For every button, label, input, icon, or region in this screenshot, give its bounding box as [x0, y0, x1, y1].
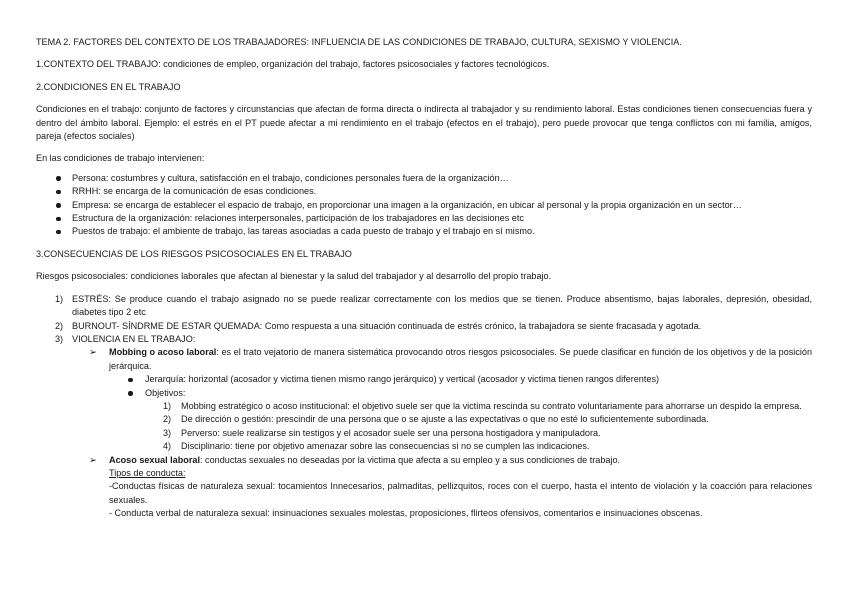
item-number: 3) — [55, 333, 64, 344]
item-text: VIOLENCIA EN EL TRABAJO: — [72, 333, 196, 344]
list-item: Puestos de trabajo: el ambiente de trabajo, las tareas asociadas a cada puesto de trabajo y el trabajo en sí mismo. — [36, 225, 812, 238]
item-number: 3) — [163, 427, 172, 438]
item-number: 4) — [163, 441, 172, 452]
item-text: BURNOUT- SÍNDRME DE ESTAR QUEMADA: Como respuesta a una situación continuada de estrés crónico, la trabajadora se siente fracasada y agotada. — [72, 320, 702, 331]
item-number: 1) — [163, 400, 172, 411]
conduct-physical: -Conductas físicas de naturaleza sexual: tocamientos Innecesarios, palmaditas, pellizquitos, roces con el cuerpo, hasta el intento de violación y la coacción para relaciones sexuales. — [109, 481, 812, 505]
document-title: TEMA 2. FACTORES DEL CONTEXTO DE LOS TRABAJADORES: INFLUENCIA DE LAS CONDICIONES DE TRABAJO, CULTURA, SEXISMO Y VIOLENCIA. — [36, 37, 682, 47]
sexual-harassment-text: : conductas sexuales no deseadas por la victima que afecta a su empleo y a sus condiciones de trabajo. — [199, 454, 621, 465]
item-text: ESTRÉS: Se produce cuando el trabajo asignado no se puede realizar correctamente con los medios que se tienen. Produce absentismo, bajas laborales, depresión, obesidad, diabetes tipo 2 etc — [72, 293, 812, 318]
conduct-types-label: Tipos de conducta: — [109, 467, 186, 478]
item-text: Disciplinario: tiene por objetivo amenazar sobre las consecuencias si no se cumplen las indicaciones. — [181, 441, 590, 452]
objective-item — [36, 413, 812, 426]
mobbing-sub-bullet-hierarchy: Jerarquía: horizontal (acosador y victima tienen mismo rango jerárquico) y vertical (acosador y victima tienen rangos diferentes) — [36, 373, 812, 386]
list-item: RRHH: se encarga de la comunicación de esas condiciones. — [36, 185, 812, 198]
risk-item-stress — [36, 293, 812, 320]
item-number: 1) — [55, 293, 64, 304]
item-number: 2) — [55, 320, 64, 331]
arrow-bullet-icon: ➢ — [89, 454, 97, 466]
risk-item-burnout — [36, 320, 812, 333]
item-number: 2) — [163, 414, 172, 425]
section-1-context: 1.CONTEXTO DEL TRABAJO: condiciones de empleo, organización del trabajo, factores psicosociales y factores tecnológicos. — [36, 59, 550, 70]
list-item: Persona: costumbres y cultura, satisfacción en el trabajo, condiciones personales fuera de la organización… — [36, 172, 812, 185]
section-3-intro: Riesgos psicosociales: condiciones laborales que afectan al bienestar y la salud del trabajador y al desarrollo del propio trabajo. — [36, 271, 552, 282]
conduct-verbal: - Conducta verbal de naturaleza sexual: insinuaciones sexuales molestas, proposiciones, flirteos ofensivos, comentarios e insinuaciones obscenas. — [109, 508, 703, 519]
item-text: Mobbing estratégico o acoso institucional: el objetivo suele ser que la victima rescinda su contrato voluntariamente para ahorrarse un despido la empresa. — [181, 400, 802, 411]
mobbing-text: : es el trato vejatorio de manera sistemática provocando otros riesgos psicosociales. Se puede clasificar en función de los objetivos y de la posición jerárquica. — [109, 347, 812, 371]
list-item: Estructura de la organización: relaciones interpersonales, participación de los trabajadores en las decisiones etc — [36, 212, 812, 225]
mobbing-item — [36, 346, 812, 373]
conditions-bullet-list — [36, 172, 812, 239]
item-text: Perverso: suele realizarse sin testigos y el acosador suele ser una persona hostigadora y manipuladora. — [181, 427, 601, 438]
section-2-heading: 2.CONDICIONES EN EL TRABAJO — [36, 81, 181, 92]
section-3-heading: 3.CONSECUENCIAS DE LOS RIESGOS PSICOSOCIALES EN EL TRABAJO — [36, 248, 352, 259]
section-2-paragraph: Condiciones en el trabajo: conjunto de factores y circunstancias que afectan de forma directa o indirecta al trabajador y su rendimiento laboral. Estas condiciones tienen consecuencias fuera y dentro del ámbito laboral. Ejemplo: el estrés en el PT puede afectar a mi rendimiento en el trabajo (efectos en el trabajo), pero puede provocar que tenga conflictos con mi familia, amigos, pareja (efectos sociales) — [36, 104, 812, 142]
risk-item-violence — [36, 333, 812, 346]
document-page — [36, 36, 812, 521]
sexual-harassment-term: Acoso sexual laboral — [109, 454, 200, 465]
arrow-bullet-icon: ➢ — [89, 347, 97, 359]
objective-item — [36, 440, 812, 453]
mobbing-sub-bullet-objectives: Objetivos: — [36, 387, 812, 400]
sexual-harassment-item — [36, 454, 812, 467]
mobbing-term: Mobbing o acoso laboral — [109, 347, 217, 358]
objective-item — [36, 400, 812, 413]
list-item: Empresa: se encarga de establecer el espacio de trabajo, en proporcionar una imagen a la organización, en ubicar al personal y la propia organización en un sector… — [36, 199, 812, 212]
section-2-intro: En las condiciones de trabajo intervienen: — [36, 153, 205, 164]
item-text: De dirección o gestión: prescindir de una persona que o se ajuste a las expectativas o que no esté lo suficientemente subordinada. — [181, 414, 709, 425]
objective-item — [36, 427, 812, 440]
